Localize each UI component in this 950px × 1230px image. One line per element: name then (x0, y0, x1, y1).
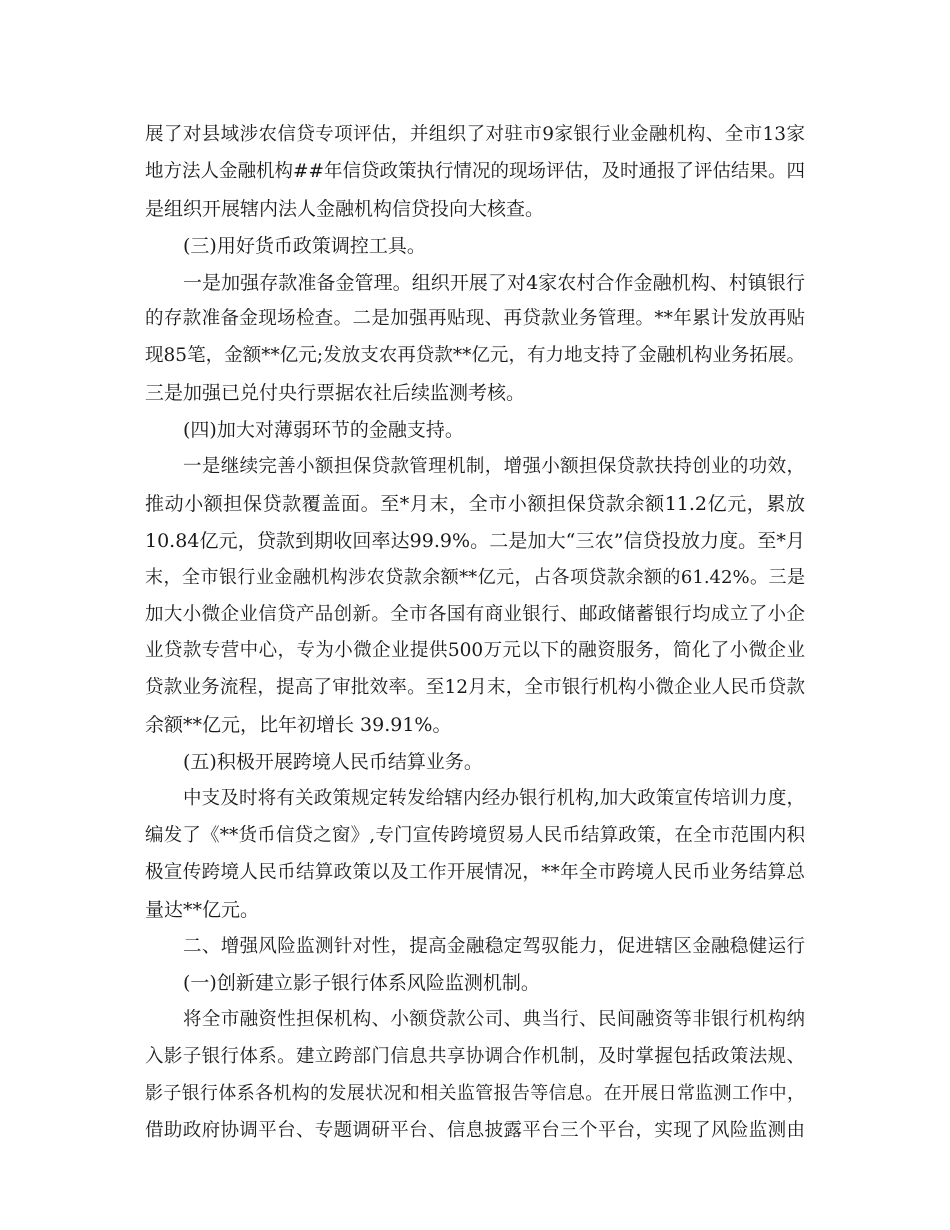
text-line: (三)用好货币政策调控工具。 (183, 234, 426, 257)
text-line: 一是继续完善小额担保贷款管理机制，增强小额担保贷款扶持创业的功效， (183, 456, 805, 478)
text-line: 三是加强已兑付央行票据农社后续监测考核。 (145, 382, 526, 405)
text-line: (四)加大对薄弱环节的金融支持。 (183, 419, 464, 442)
text-line: 加大小微企业信贷产品创新。全市各国有商业银行、邮政储蓄银行均成立了小企 (145, 603, 805, 625)
text-line: 二、增强风险监测针对性，提高金融稳定驾驭能力，促进辖区金融稳健运行 (183, 935, 805, 957)
text-line: 的存款准备金现场检查。二是加强再贴现、再贷款业务管理。**年累计发放再贴 (145, 308, 805, 330)
text-line: 10.84亿元，贷款到期收回率达99.9%。二是加大“三农”信贷投放力度。至*月 (145, 529, 805, 552)
text-line: (五)积极开展跨境人民币结算业务。 (183, 751, 483, 774)
text-line: 现85笔，金额**亿元;发放支农再贷款**亿元，有力地支持了金融机构业务拓展。 (145, 345, 805, 367)
text-line: 影子银行体系各机构的发展状况和相关监管报告等信息。在开展日常监测工作中， (145, 1083, 805, 1105)
text-line: 借助政府协调平台、专题调研平台、信息披露平台三个平台，实现了风险监测由 (145, 1120, 805, 1142)
text-line: 余额**亿元，比年初增长 39.91%。 (145, 714, 452, 737)
text-line: (一)创新建立影子银行体系风险监测机制。 (183, 972, 540, 995)
text-line: 量达**亿元。 (145, 898, 260, 921)
text-line: 末，全市银行业金融机构涉农贷款余额**亿元，占各项贷款余额的61.42%。三是 (145, 566, 805, 588)
text-line: 地方法人金融机构##年信贷政策执行情况的现场评估，及时通报了评估结果。四 (145, 160, 806, 182)
text-line: 一是加强存款准备金管理。组织开展了对4家农村合作金融机构、村镇银行 (183, 271, 805, 294)
text-line: 入影子银行体系。建立跨部门信息共享协调合作机制，及时掌握包括政策法规、 (145, 1046, 805, 1068)
text-line: 展了对县域涉农信贷专项评估，并组织了对驻市9家银行业金融机构、全市13家 (145, 124, 805, 145)
text-line: 业贷款专营中心，专为小微企业提供500万元以下的融资服务，简化了小微企业 (145, 640, 805, 662)
text-line: 将全市融资性担保机构、小额贷款公司、典当行、民间融资等非银行机构纳 (183, 1009, 805, 1031)
text-line: 极宣传跨境人民币结算政策以及工作开展情况，**年全市跨境人民币业务结算总 (145, 861, 805, 883)
document-body (145, 117, 805, 1150)
text-line: 推动小额担保贷款覆盖面。至*月末，全市小额担保贷款余额11.2亿元，累放 (145, 492, 805, 515)
text-line: 是组织开展辖内法人金融机构信贷投向大核查。 (145, 197, 545, 220)
text-line: 贷款业务流程，提高了审批效率。至12月末，全市银行机构小微企业人民币贷款 (145, 677, 805, 699)
text-line: 编发了《**货币信贷之窗》,专门宣传跨境贸易人民币结算政策，在全市范围内积 (145, 824, 805, 846)
text-line: 中支及时将有关政策规定转发给辖内经办银行机构,加大政策宣传培训力度， (183, 788, 805, 810)
